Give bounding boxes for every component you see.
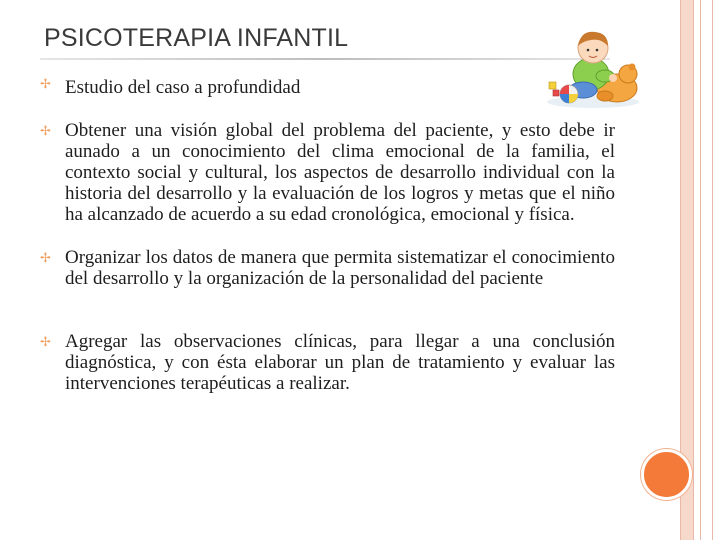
rail-line <box>700 0 701 540</box>
rail-line <box>693 0 694 540</box>
rail-line <box>712 0 713 540</box>
ornament-bullet-icon: ✢ <box>40 124 51 139</box>
bullet-text: Organizar los datos de manera que permita sistematizar el conocimiento del desarrollo y la organización de la personalidad del paciente <box>65 247 615 289</box>
ornament-bullet-icon: ✢ <box>40 251 51 266</box>
bullet-text: Obtener una visión global del problema del paciente, y esto debe ir aunado a un conocimiento del clima emocional de la familia, el contexto social y cultural, los aspectos de desarrollo individual con la historia del desarrollo y la evaluación de los logros y metas que el niño ha alcanzado de acuerdo a su edad cronológica, emocional y física. <box>65 120 615 225</box>
bullet-item <box>40 247 615 289</box>
decorative-orange-circle <box>641 449 692 500</box>
title-underline <box>40 58 610 60</box>
slide-title: PSICOTERAPIA INFANTIL <box>44 24 349 52</box>
bullet-text: Agregar las observaciones clínicas, para llegar a una conclusión diagnóstica, y con ésta elaborar un plan de tratamiento y evaluar las intervenciones terapéuticas a realizar. <box>65 331 615 394</box>
bullet-item <box>40 120 615 225</box>
child-playing-illustration <box>533 22 641 110</box>
ornament-bullet-icon: ✢ <box>40 77 51 92</box>
bullet-item <box>40 73 615 98</box>
bullet-text: Estudio del caso a profundidad <box>65 77 301 98</box>
ornament-bullet-icon: ✢ <box>40 335 51 350</box>
bullet-list <box>40 73 615 394</box>
bullet-item <box>40 331 615 394</box>
